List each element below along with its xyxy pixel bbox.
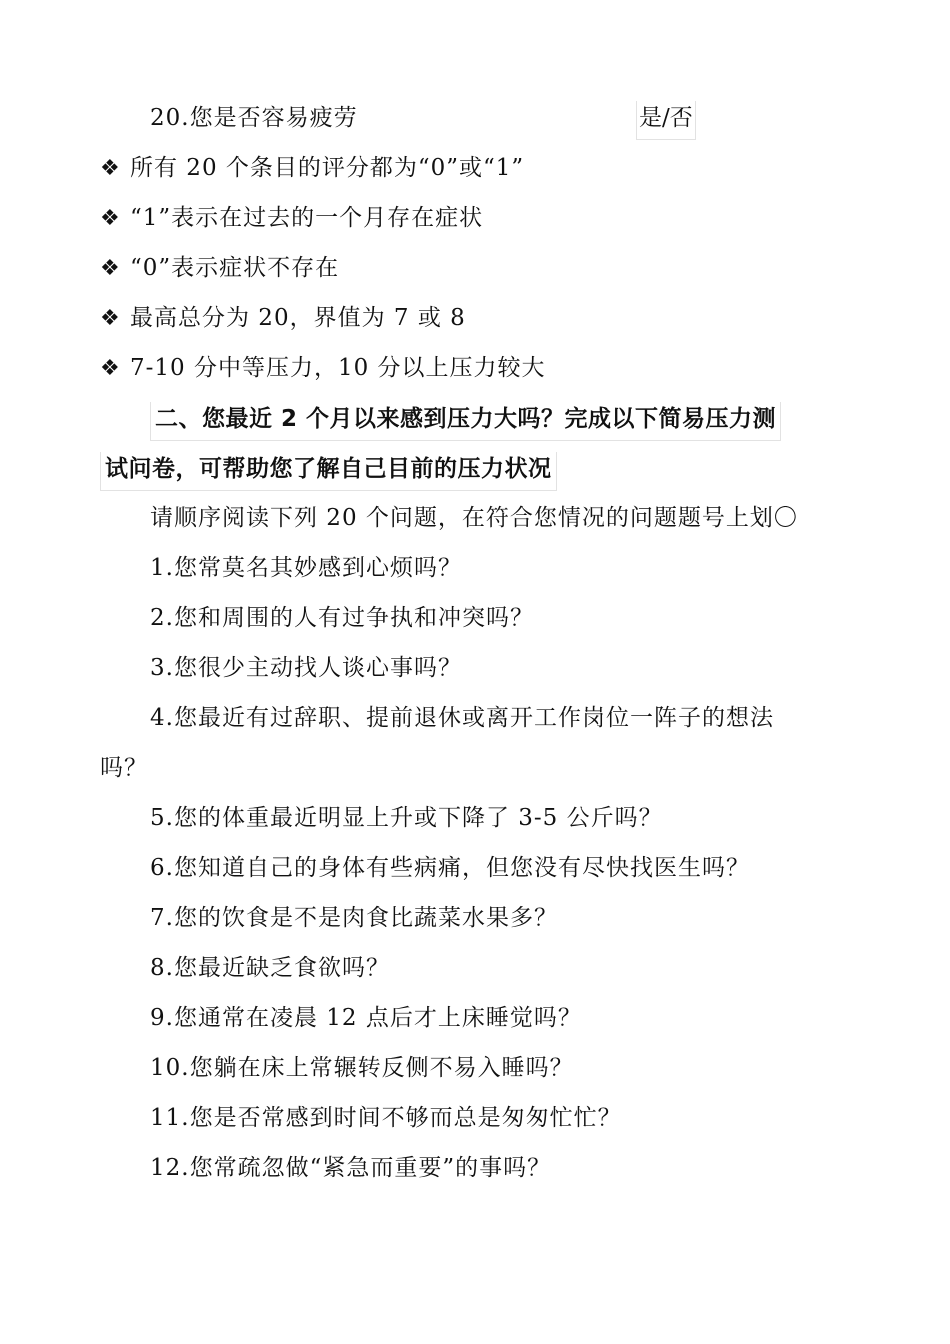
question-item-continuation: 吗？ [100, 755, 148, 781]
section-heading-line1: 二、您最近 2 个月以来感到压力大吗？完成以下简易压力测 [150, 402, 781, 441]
diamond-bullet-icon: ❖ [100, 306, 121, 331]
bullet-text: 所有 20 个条目的评分都为“0”或“1” [130, 155, 525, 181]
question-item: 7.您的饮食是不是肉食比蔬菜水果多？ [150, 905, 558, 931]
question-20: 20.您是否容易疲劳 [150, 105, 358, 131]
question-item: 12.您常疏忽做“紧急而重要”的事吗？ [150, 1155, 552, 1181]
question-item: 11.您是否常感到时间不够而总是匆匆忙忙？ [150, 1105, 622, 1131]
diamond-bullet-icon: ❖ [100, 206, 121, 231]
answer-yes-no: 是/否 [636, 101, 696, 140]
instruction-text: 请顺序阅读下列 20 个问题，在符合您情况的问题题号上划〇 [150, 505, 798, 531]
question-item: 9.您通常在凌晨 12 点后才上床睡觉吗？ [150, 1005, 582, 1031]
bullet-text: 7-10 分中等压力，10 分以上压力较大 [130, 355, 546, 381]
bullet-item [100, 253, 339, 284]
question-item: 8.您最近缺乏食欲吗？ [150, 955, 390, 981]
question-item: 10.您躺在床上常辗转反侧不易入睡吗？ [150, 1055, 574, 1081]
question-item: 1.您常莫名其妙感到心烦吗？ [150, 555, 462, 581]
bullet-item [100, 153, 524, 184]
bullet-text: “1”表示在过去的一个月存在症状 [130, 205, 484, 231]
bullet-text: 最高总分为 20，界值为 7 或 8 [130, 305, 466, 331]
bullet-item [100, 353, 546, 384]
bullet-text: “0”表示症状不存在 [130, 255, 340, 281]
diamond-bullet-icon: ❖ [100, 256, 121, 281]
question-item: 2.您和周围的人有过争执和冲突吗？ [150, 605, 534, 631]
question-item: 3.您很少主动找人谈心事吗？ [150, 655, 462, 681]
section-heading-line2: 试问卷，可帮助您了解自己目前的压力状况 [100, 452, 557, 491]
question-item: 6.您知道自己的身体有些病痛，但您没有尽快找医生吗？ [150, 855, 750, 881]
question-item: 4.您最近有过辞职、提前退休或离开工作岗位一阵子的想法 [150, 705, 774, 731]
diamond-bullet-icon: ❖ [100, 356, 121, 381]
bullet-item [100, 303, 466, 334]
question-item: 5.您的体重最近明显上升或下降了 3-5 公斤吗？ [150, 805, 663, 831]
diamond-bullet-icon: ❖ [100, 156, 121, 181]
bullet-item [100, 203, 483, 234]
